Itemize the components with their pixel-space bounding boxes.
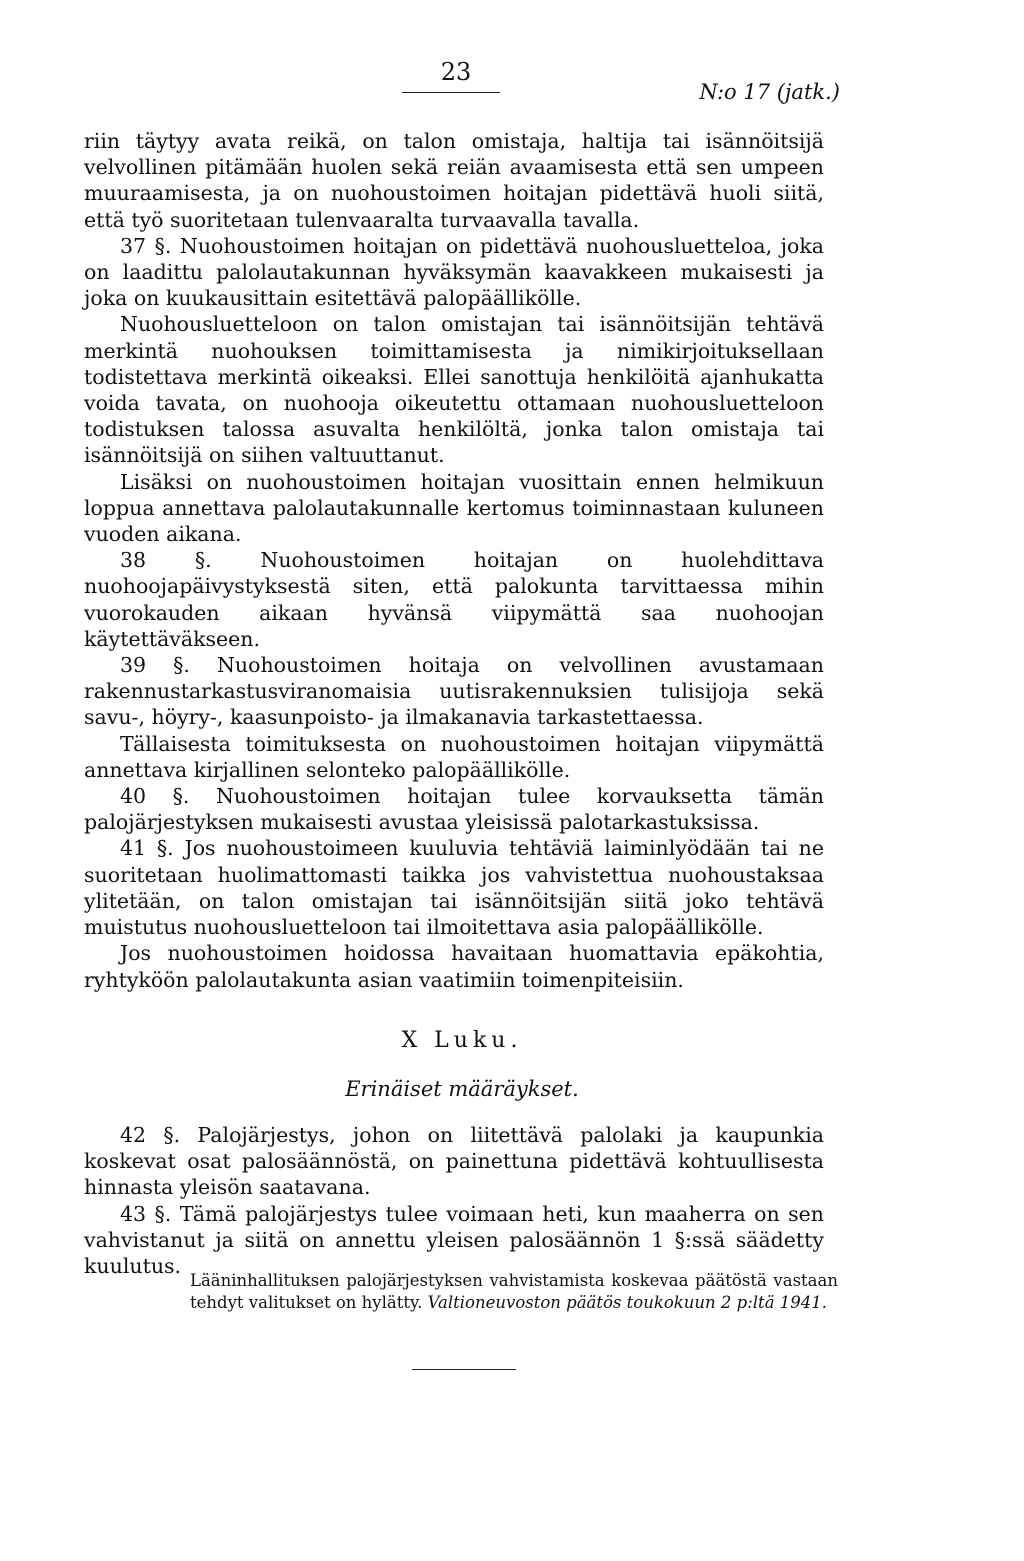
header-rule bbox=[402, 92, 500, 93]
paragraph bbox=[84, 469, 824, 548]
paragraph-text: Tämä palojärjestys tulee voimaan heti, kun maaherra on sen vahvistanut ja siitä on annettu yleisen palosäännön 1 §:ssä säädetty kuulutus. bbox=[84, 1201, 824, 1279]
body-text-bottom bbox=[84, 1122, 824, 1279]
section-number: 37 §. bbox=[120, 233, 172, 258]
paragraph-text: Nuohoustoimen hoitaja on velvollinen avustamaan rakennustarkastusviranomaisia uutisrakennuksien tulisijoja sekä savu-, höyry-, kaasunpoisto- ja ilmakanavia tarkastettaessa. bbox=[84, 653, 824, 730]
section-number: 43 §. bbox=[120, 1201, 172, 1226]
paragraph-text: Nuohoustoimen hoitajan tulee korvauksetta tämän palojärjestyksen mukaisesti avustaa yleisissä palotarkastuksissa. bbox=[84, 784, 824, 835]
paragraph-text: riin täytyy avata reikä, on talon omistaja, haltija tai isännöitsijä velvollinen pitämään huolen sekä reiän avaamisesta että sen umpeen muuraamisesta, ja on nuohoustoimen hoitajan pidettävä huoli siitä, että työ suoritetaan tulenvaaralta turvaavalla tavalla. bbox=[84, 129, 824, 232]
footnote-text: Lääninhallituksen palojärjestyksen vahvistamista koskevaa päätöstä vastaan tehdyt valitukset on hylätty. bbox=[190, 1271, 838, 1312]
paragraph bbox=[84, 1122, 824, 1201]
paragraph bbox=[84, 233, 824, 312]
paragraph-text: Tällaisesta toimituksesta on nuohoustoimen hoitajan viipymättä annettava kirjallinen selonteko palopäällikölle. bbox=[84, 731, 824, 782]
paragraph-text: Palojärjestys, johon on liitettävä palolaki ja kaupunkia koskevat osat palosäännöstä, on painettuna pidettävä kohtuullisesta hinnasta yleisön saatavana. bbox=[84, 1123, 824, 1200]
body-text-top bbox=[84, 128, 824, 993]
chapter-title: X Luku. bbox=[401, 1028, 523, 1053]
paragraph bbox=[84, 835, 824, 940]
paragraph bbox=[84, 311, 824, 468]
paragraph bbox=[84, 1201, 824, 1280]
section-number: 38 §. bbox=[120, 548, 212, 573]
end-rule bbox=[412, 1369, 516, 1370]
paragraph bbox=[84, 940, 824, 992]
footnote-reference: Valtioneuvoston päätös toukokuun 2 p:ltä 1941. bbox=[427, 1293, 828, 1312]
chapter-subtitle: Erinäiset määräykset. bbox=[345, 1077, 579, 1101]
paragraph bbox=[84, 547, 824, 652]
section-number: 40 §. bbox=[120, 784, 190, 809]
paragraph-text: Nuohoustoimen hoitajan on huolehdittava nuohoojapäivystyksestä siten, että palokunta tarvittaessa mihin vuorokauden aikaan hyvänsä viipymättä saa nuohoojan käytettäväkseen. bbox=[84, 548, 824, 651]
paragraph bbox=[84, 652, 824, 731]
running-head: N:o 17 (jatk.) bbox=[699, 80, 840, 104]
footnote bbox=[190, 1270, 838, 1314]
page-number: 23 bbox=[440, 58, 472, 86]
section-number: 42 §. bbox=[120, 1123, 181, 1147]
paragraph bbox=[84, 783, 824, 835]
paragraph-text: Jos nuohoustoimeen kuuluvia tehtäviä laiminlyödään tai ne suoritetaan huolimattomasti taikka jos vahvistettua nuohoustaksaa ylitetään, on talon omistajan tai isännöitsijän siitä joko tehtävä muistutus nuohousluetteloon tai ilmoitettava asia palopäällikölle. bbox=[84, 836, 824, 940]
paragraph bbox=[84, 731, 824, 783]
section-number: 39 §. bbox=[120, 653, 190, 678]
paragraph bbox=[84, 128, 824, 233]
paragraph-text: Nuohoustoimen hoitajan on pidettävä nuohousluetteloa, joka on laadittu palolautakunnan hyväksymän kaavakkeen mukaisesti ja joka on kuukausittain esitettävä palopäällikölle. bbox=[84, 233, 824, 311]
paragraph-text: Nuohousluetteloon on talon omistajan tai isännöitsijän tehtävä merkintä nuohouksen toimittamisesta ja nimikirjoituksellaan todistettava merkintä oikeaksi. Ellei sanottuja henkilöitä ajanhukatta voida tavata, on nuohooja oikeutettu ottamaan nuohousluetteloon todistuksen talossa asuvalta henkilöltä, jonka talon omistaja tai isännöitsijä on siihen valtuuttanut. bbox=[84, 312, 824, 468]
section-number: 41 §. bbox=[120, 836, 174, 861]
paragraph-text: Jos nuohoustoimen hoidossa havaitaan huomattavia epäkohtia, ryhtyköön palolautakunta asian vaatimiin toimenpiteisiin. bbox=[84, 941, 824, 992]
paragraph-text: Lisäksi on nuohoustoimen hoitajan vuosittain ennen helmikuun loppua annettava palolautakunnalle kertomus toiminnastaan kuluneen vuoden aikana. bbox=[84, 469, 824, 547]
